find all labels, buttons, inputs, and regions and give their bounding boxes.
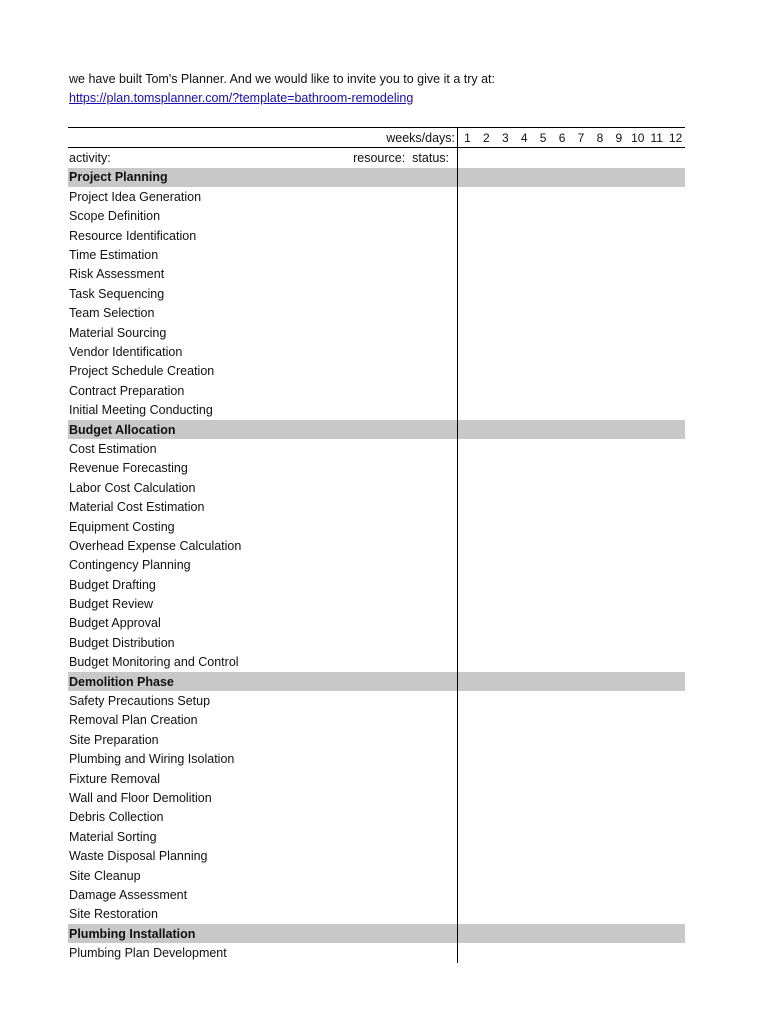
activity-name: Project Idea Generation	[68, 187, 458, 206]
activity-row	[68, 866, 685, 885]
week-number: 2	[483, 130, 490, 145]
template-link[interactable]: https://plan.tomsplanner.com/?template=bathroom-remodeling	[69, 91, 414, 105]
activity-row	[68, 304, 685, 323]
week-number: 4	[520, 130, 528, 145]
activity-name: Plumbing and Wiring Isolation	[68, 750, 458, 769]
activity-name: Cost Estimation	[68, 439, 458, 458]
activity-row	[68, 691, 685, 710]
activity-name: Budget Approval	[68, 614, 458, 633]
activity-name: Task Sequencing	[68, 284, 458, 303]
activity-row	[68, 536, 685, 555]
activity-row	[68, 633, 685, 652]
activity-name: Labor Cost Calculation	[68, 478, 458, 497]
week-number: 11	[650, 130, 663, 145]
activity-name: Revenue Forecasting	[68, 459, 458, 478]
activity-name: Debris Collection	[68, 808, 458, 827]
activity-name: Team Selection	[68, 304, 458, 323]
activity-name: Contingency Planning	[68, 556, 458, 575]
activity-row	[68, 265, 685, 284]
status-label: status:	[412, 151, 449, 166]
section-title: Plumbing Installation	[68, 924, 458, 943]
week-number: 12	[668, 130, 683, 145]
section-title: Demolition Phase	[68, 672, 458, 691]
activity-row	[68, 769, 685, 788]
activity-row	[68, 362, 685, 381]
activity-name: Plumbing Plan Development	[68, 943, 458, 962]
activity-name: Initial Meeting Conducting	[68, 400, 458, 419]
activity-label: activity:	[69, 151, 111, 166]
activity-name: Site Cleanup	[68, 866, 458, 885]
activity-row	[68, 245, 685, 264]
planner-sheet	[68, 127, 685, 963]
week-number: 8	[596, 130, 604, 145]
weeks-label: weeks/days:	[68, 128, 458, 147]
week-number: 1	[464, 130, 471, 145]
activity-name: Vendor Identification	[68, 342, 458, 361]
activity-row	[68, 788, 685, 807]
activity-row	[68, 943, 685, 962]
week-number: 10	[631, 130, 645, 145]
column-header-row	[68, 147, 685, 167]
activity-row	[68, 400, 685, 419]
section-title: Project Planning	[68, 168, 458, 187]
activity-row	[68, 381, 685, 400]
activity-name: Overhead Expense Calculation	[68, 536, 458, 555]
activity-row	[68, 594, 685, 613]
activity-row	[68, 323, 685, 342]
activity-name: Budget Distribution	[68, 633, 458, 652]
activity-name: Budget Monitoring and Control	[68, 653, 458, 672]
activity-row	[68, 478, 685, 497]
activity-name: Site Restoration	[68, 905, 458, 924]
activity-row	[68, 808, 685, 827]
activity-row	[68, 284, 685, 303]
activity-name: Safety Precautions Setup	[68, 691, 458, 710]
activity-row	[68, 730, 685, 749]
activity-name: Removal Plan Creation	[68, 711, 458, 730]
activity-row	[68, 342, 685, 361]
resource-status-labels	[353, 151, 449, 165]
weeks-numbers	[458, 131, 685, 145]
section-row	[68, 420, 685, 439]
section-row	[68, 672, 685, 691]
activity-name: Waste Disposal Planning	[68, 846, 458, 865]
activity-name: Wall and Floor Demolition	[68, 788, 458, 807]
week-number: 9	[615, 130, 623, 145]
activity-row	[68, 517, 685, 536]
activity-row	[68, 497, 685, 516]
activity-name: Budget Review	[68, 594, 458, 613]
activity-name: Equipment Costing	[68, 517, 458, 536]
activity-row	[68, 614, 685, 633]
activity-row	[68, 827, 685, 846]
activity-name: Damage Assessment	[68, 885, 458, 904]
activity-row	[68, 187, 685, 206]
activity-row	[68, 750, 685, 769]
intro-line: we have built Tom's Planner. And we would like to invite you to give it a try at:	[69, 72, 495, 86]
activity-name: Material Sorting	[68, 827, 458, 846]
week-number: 5	[539, 130, 547, 145]
activity-row	[68, 653, 685, 672]
activity-rows	[68, 168, 685, 963]
week-number: 3	[501, 130, 509, 145]
activity-row	[68, 207, 685, 226]
intro-text	[69, 70, 495, 108]
section-title: Budget Allocation	[68, 420, 458, 439]
activity-row	[68, 439, 685, 458]
activity-name: Project Schedule Creation	[68, 362, 458, 381]
section-row	[68, 924, 685, 943]
activity-name: Risk Assessment	[68, 265, 458, 284]
activity-row	[68, 711, 685, 730]
activity-row	[68, 846, 685, 865]
activity-name: Material Sourcing	[68, 323, 458, 342]
week-number: 6	[558, 130, 566, 145]
activity-row	[68, 226, 685, 245]
activity-row	[68, 885, 685, 904]
resource-label: resource:	[353, 151, 406, 166]
activity-name: Site Preparation	[68, 730, 458, 749]
activity-name: Scope Definition	[68, 207, 458, 226]
activity-name: Time Estimation	[68, 245, 458, 264]
section-row	[68, 168, 685, 187]
activity-row	[68, 459, 685, 478]
activity-row	[68, 556, 685, 575]
activity-name: Fixture Removal	[68, 769, 458, 788]
week-number: 7	[577, 130, 585, 145]
activity-row	[68, 905, 685, 924]
activity-name: Material Cost Estimation	[68, 497, 458, 516]
activity-name: Budget Drafting	[68, 575, 458, 594]
weeks-header-row	[68, 128, 685, 147]
activity-row	[68, 575, 685, 594]
activity-name: Resource Identification	[68, 226, 458, 245]
activity-name: Contract Preparation	[68, 381, 458, 400]
